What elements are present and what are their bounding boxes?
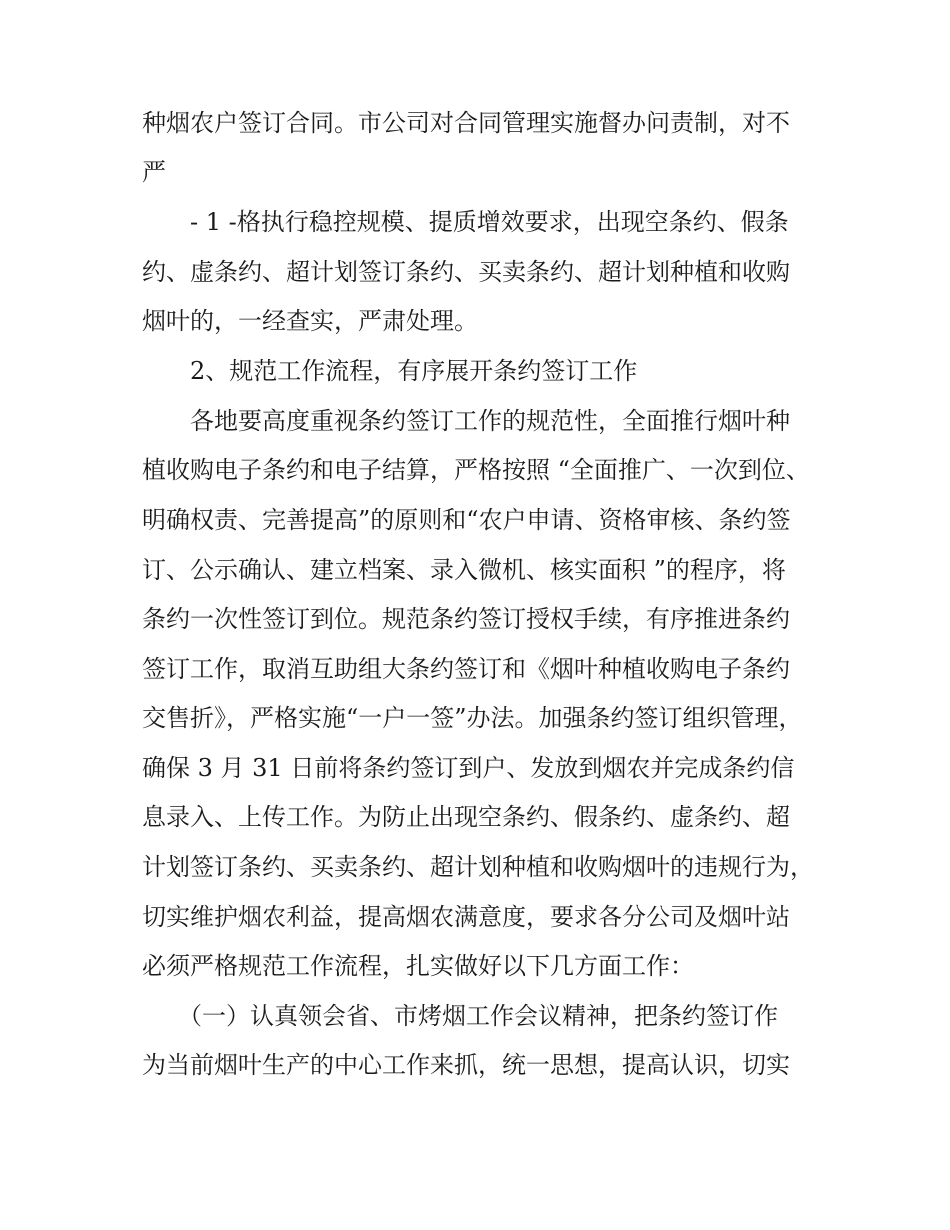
text-line: 息录入、上传工作。为防止出现空条约、假条约、虚条约、超 [142, 803, 790, 831]
text-line: 植收购电子条约和电子结算，严格按照 “全面推广、一次到位、 [142, 456, 810, 484]
text-line: 必须严格规范工作流程，扎实做好以下几方面工作： [142, 952, 694, 980]
text-line: 签订工作，取消互助组大条约签订和《烟叶种植收购电子条约 [142, 655, 790, 683]
text-line: 种烟农户签订合同。市公司对合同管理实施督办问责制，对不 [142, 109, 790, 137]
text-line: - 1 -格执行稳控规模、提质增效要求，出现空条约、假条 [190, 208, 789, 236]
text-line: 各地要高度重视条约签订工作的规范性，全面推行烟叶种 [190, 407, 790, 435]
text-line: 烟叶的，一经查实，严肃处理。 [142, 307, 478, 335]
text-line: 交售折》，严格实施“一户一签”办法。加强条约签订组织管理， [142, 704, 803, 732]
text-line: 条约一次性签订到位。规范条约签订授权手续，有序推进条约 [142, 605, 790, 633]
text-line: （一）认真领会省、市烤烟工作会议精神，把条约签订作 [178, 1002, 778, 1030]
text-line: 确保 3 月 31 日前将条约签订到户、发放到烟农并完成条约信 [142, 754, 795, 782]
text-line: 为当前烟叶生产的中心工作来抓，统一思想，提高认识，切实 [142, 1051, 790, 1079]
text-line: 严 [142, 158, 166, 186]
text-line: 约、虚条约、超计划签订条约、买卖条约、超计划种植和收购 [142, 258, 790, 286]
section-heading: 2、规范工作流程，有序展开条约签订工作 [190, 357, 638, 385]
text-line: 订、公示确认、建立档案、录入微机、核实面积 ”的程序，将 [142, 556, 786, 584]
text-line: 计划签订条约、买卖条约、超计划种植和收购烟叶的违规行为， [142, 853, 814, 881]
text-line: 切实维护烟农利益，提高烟农满意度，要求各分公司及烟叶站 [142, 903, 790, 931]
text-line: 明确权责、完善提高”的原则和“农户申请、资格审核、条约签 [142, 506, 791, 534]
